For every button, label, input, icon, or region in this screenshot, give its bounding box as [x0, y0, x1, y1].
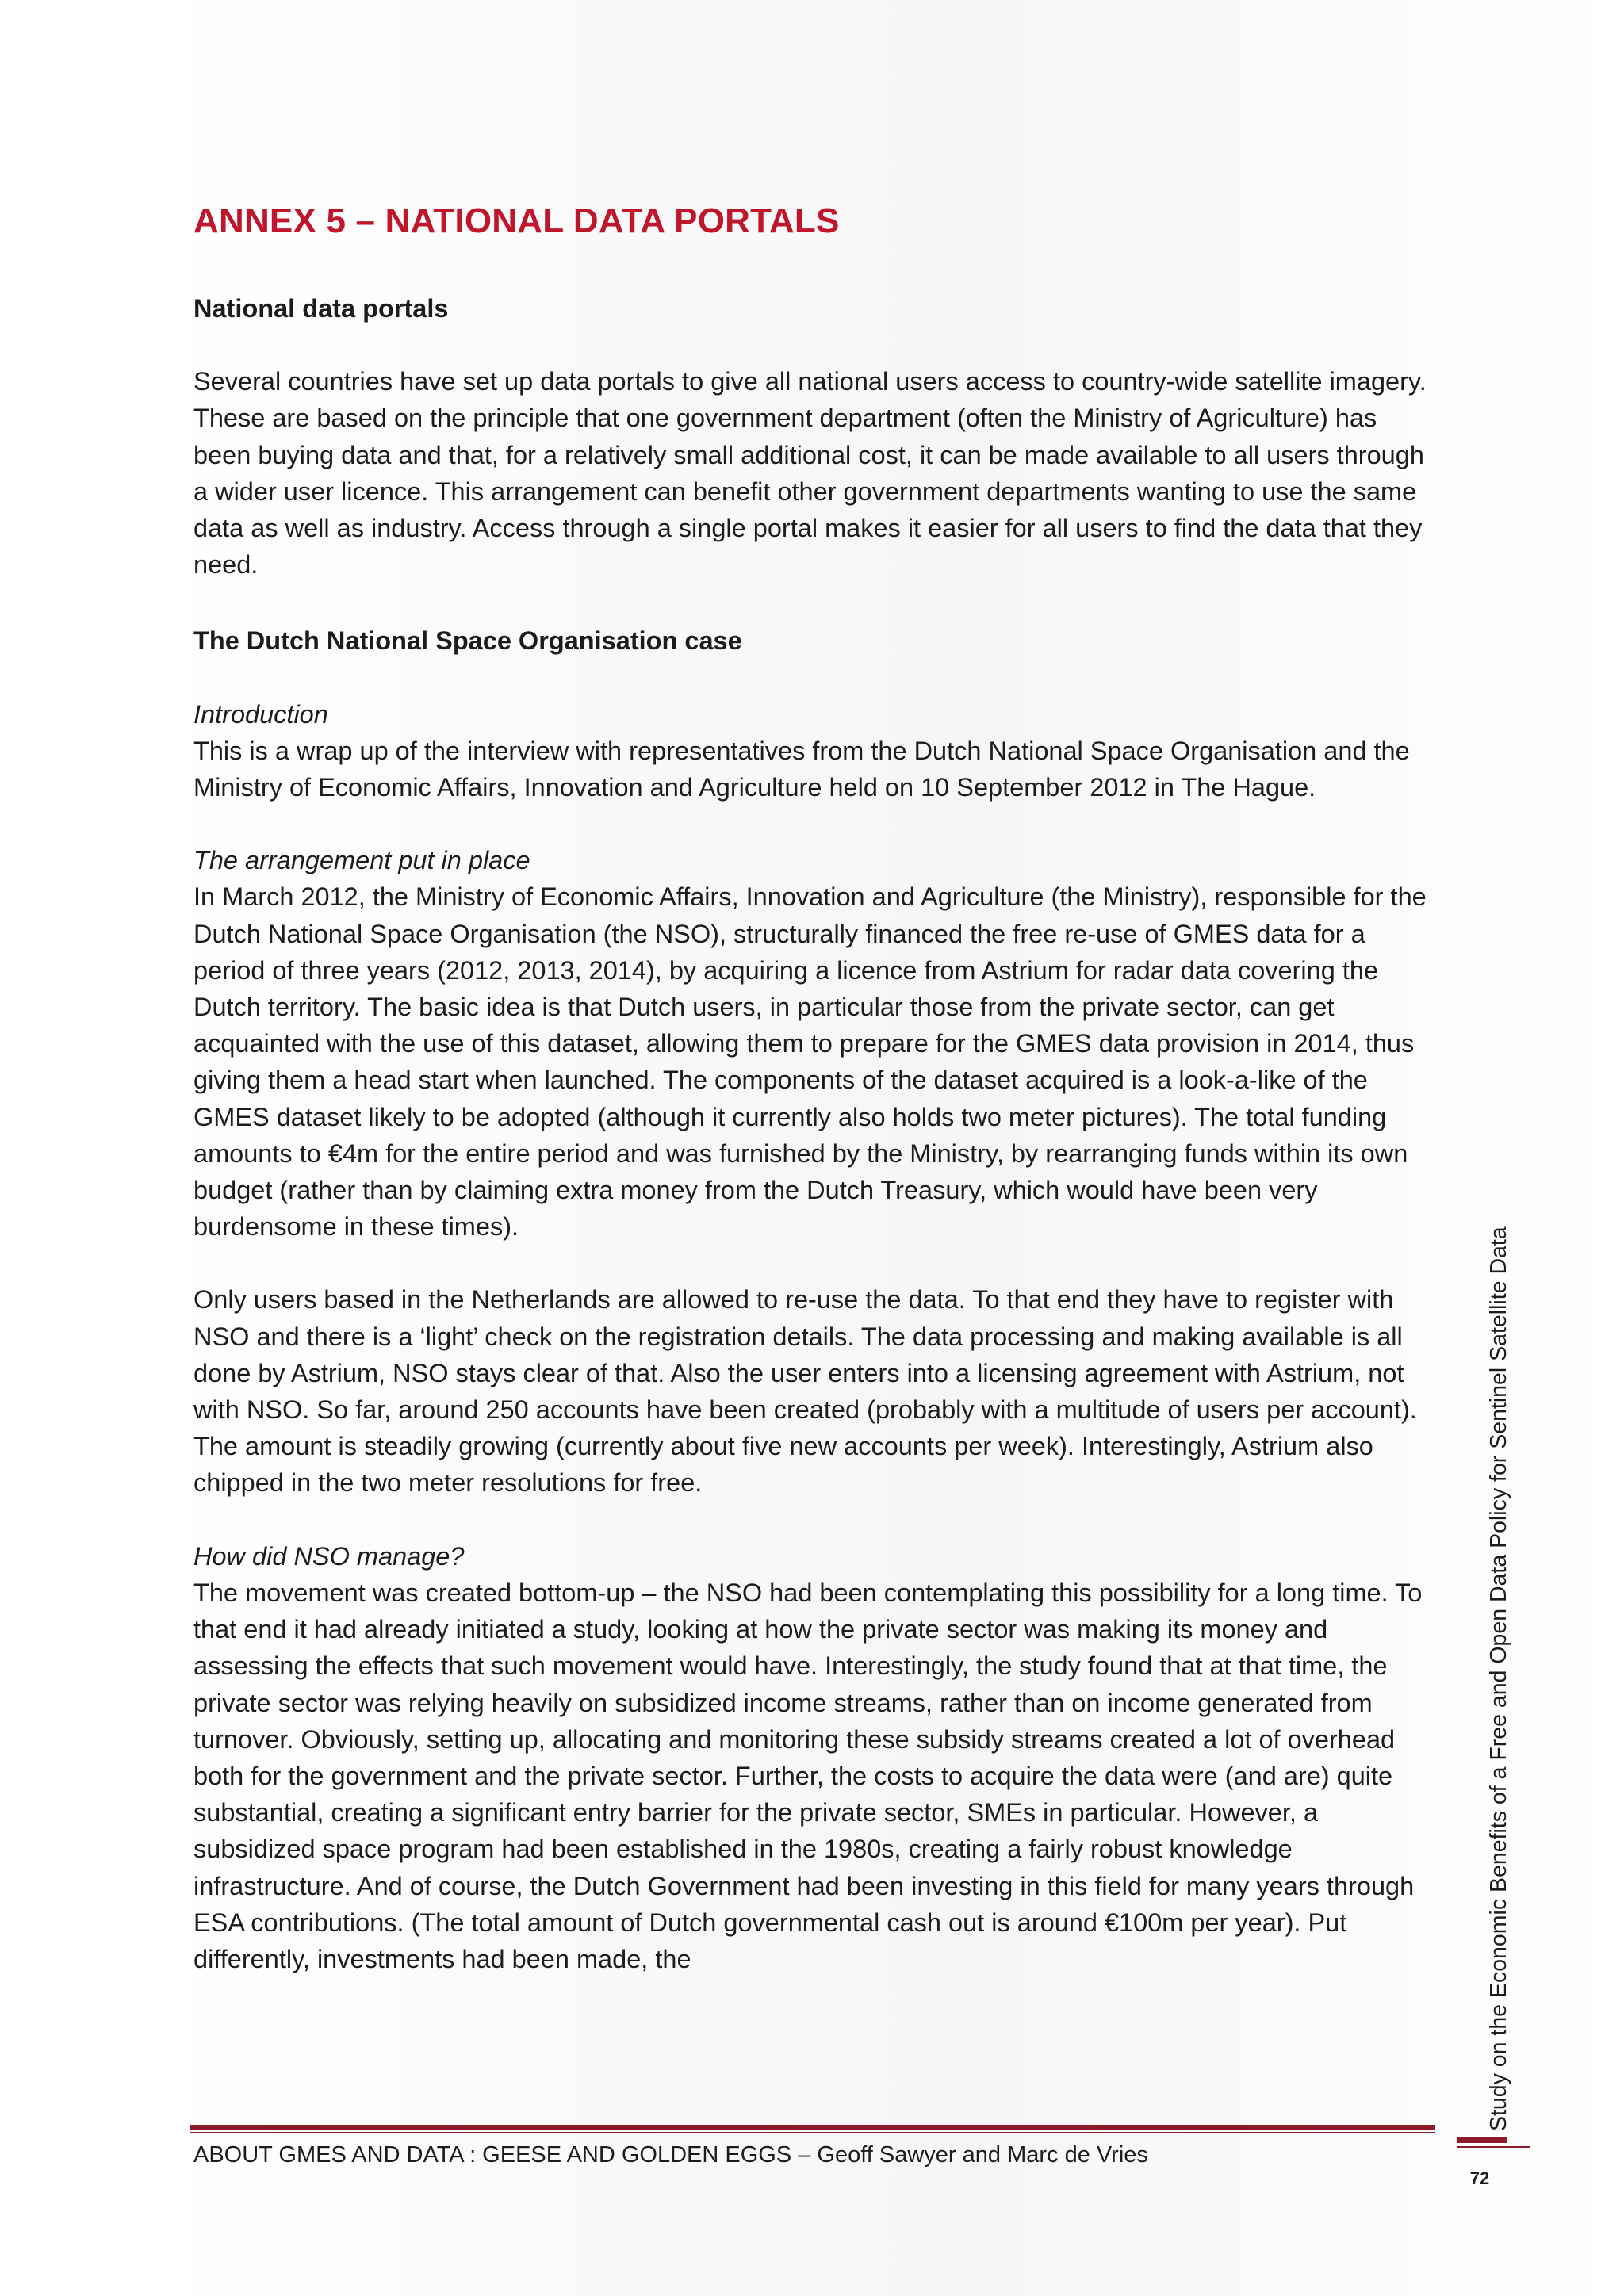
paragraph-arrangement-2: Only users based in the Netherlands are allowed to re-use the data. To that end they have to register with NSO and there is a ‘light’ check on the registration details. The data processing and making available is all done by Astrium, NSO stays clear of that. Also the user enters into a licensing agreement with Astrium, not with NSO. So far, around 250 accounts have been created (probably with a multitude of users per account). The amount is steadily growing (currently about five new accounts per week). Interestingly, Astrium also chipped in the two meter resolutions for free. [193, 1285, 1417, 1498]
footer-rule [190, 2125, 1435, 2134]
vertical-document-title: Study on the Economic Benefits of a Free and Open Data Policy for Sentinel Satellite Data [1486, 1226, 1511, 2131]
footer-text: ABOUT GMES AND DATA : GEESE AND GOLDEN EGGS – Geoff Sawyer and Marc de Vries [193, 2142, 1148, 2168]
page-number-rule-thin [1457, 2146, 1530, 2148]
subheading-introduction: Introduction [193, 699, 328, 729]
paragraph-introduction: This is a wrap up of the interview with representatives from the Dutch National Space Organisation and the Ministry of Economic Affairs, Innovation and Agriculture held on 10 September 2012 in The Hague. [193, 736, 1410, 802]
footer-rule-thin-line [190, 2132, 1435, 2133]
section-heading-dutch-nso-case: The Dutch National Space Organisation case [193, 626, 742, 656]
footer-rule-thick-line [190, 2125, 1435, 2130]
paragraph-arrangement-1: In March 2012, the Ministry of Economic Affairs, Innovation and Agriculture (the Ministry), responsible for the Dutch National Space Organisation (the NSO), structurally financed the free re-use of GMES data for a period of three years (2012, 2013, 2014), by acquiring a licence from Astrium for radar data covering the Dutch territory. The basic idea is that Dutch users, in particular those from the private sector, can get acquainted with the use of this dataset, allowing them to prepare for the GMES data provision in 2014, thus giving them a head start when launched. The components of the dataset acquired is a look-a-like of the GMES dataset likely to be adopted (although it currently also holds two meter pictures). The total funding amounts to €4m for the entire period and was furnished by the Ministry, by rearranging funds within its own budget (rather than by claiming extra money from the Dutch Treasury, which would have been very burdensome in these times). [193, 882, 1427, 1242]
paragraph-national-data-portals: Several countries have set up data portals to give all national users access to country-wide satellite imagery. These are based on the principle that one government department (often the Ministry of Agriculture) has been buying data and that, for a relatively small additional cost, it can be made available to all users through a wider user licence. This arrangement can benefit other government departments wanting to use the same data as well as industry. Access through a single portal makes it easier for all users to find the data that they need. [193, 367, 1427, 580]
section-heading-national-data-portals: National data portals [193, 294, 449, 323]
page-content [193, 193, 1435, 1977]
page-number: 72 [1469, 2168, 1490, 2188]
page-number-rule-thick [1457, 2137, 1507, 2143]
subheading-arrangement: The arrangement put in place [193, 846, 530, 875]
paragraph-how-did-nso-manage: The movement was created bottom-up – the NSO had been contemplating this possibility for a long time. To that end it had already initiated a study, looking at how the private sector was making its money and assessing the effects that such movement would have. Interestingly, the study found that at that time, the private sector was relying heavily on subsidized income streams, rather than on income generated from turnover. Obviously, setting up, allocating and monitoring these subsidy streams created a lot of overhead both for the government and the private sector. Further, the costs to acquire the data were (and are) quite substantial, creating a significant entry barrier for the private sector, SMEs in particular. However, a subsidized space program had been established in the 1980s, creating a fairly robust knowledge infrastructure. And of course, the Dutch Government had been investing in this field for many years through ESA contributions. (The total amount of Dutch governmental cash out is around €100m per year). Put differently, investments had been made, the [193, 1578, 1423, 1973]
subheading-how-did-nso-manage: How did NSO manage? [193, 1541, 465, 1571]
annex-title: ANNEX 5 – NATIONAL DATA PORTALS [193, 201, 840, 240]
